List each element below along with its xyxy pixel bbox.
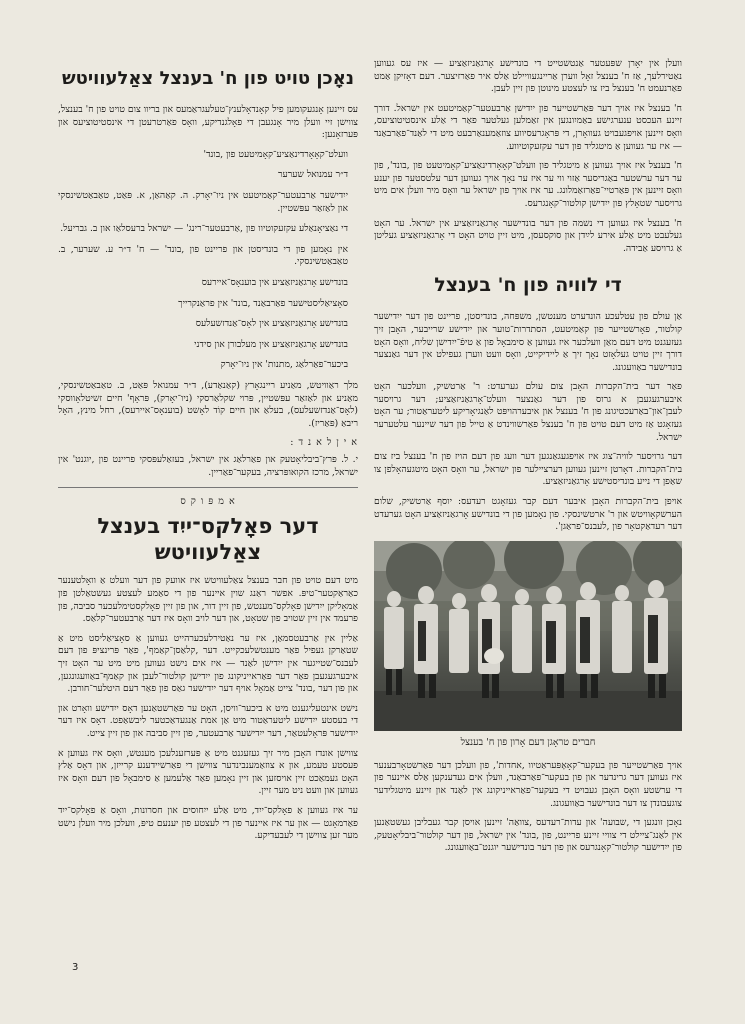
from-israel-label: א י ן ל א נ ד : (290, 437, 358, 449)
intro-paragraph: ח' בענצל איז אויך דער פּאַרשטייער פון ייִדישן אַרבעטער־קאַמיטעט אין ישראל. דורך זיינע העכסט ענערגישע באַמיִונגען אין זאַמלען געלטער פאַר די אַלע אינסטיטוציעס, וואָס זיינען אויפגעבויט געוואָרן, די פּראָגרעסיווע צוזאַמענאַרבעט מיט די לאַנד־פאַרבאַנד — איז ער געווען אַ מיטגליד פון דער עקזעקוטיווע. (374, 102, 682, 152)
condolence-item: סאָציאַליסטישער פאַרבאַנד ‚בונד' אין פראַנקרייך (178, 297, 348, 309)
closing-paragraph: נאָכן זונגען די ‚שבועה' און עדות־רעדעס ‚צוואַה' זיינען אויסן קבר געבליבן געשטאַנען אין לאַנג־ציילט די צוויי זיינע פריינט, פון ‚בונד' אין ישראל, פון דער קולטור־ביבליאָטעק, פון ייִדישער קולטור־קאָנגרעס און פון דער בונדישער יוגנט־באַוועגונג. (374, 817, 682, 854)
condolence-item: וועלט־קאָאָרדינאַציע־קאָמיטעט פון ‚בונד' (203, 148, 348, 160)
left-column (58, 58, 358, 850)
photo-caption: חברים טראָגן דעם אָרון פון ח' בענצל (460, 736, 596, 748)
condolence-item: די נאַציאָנאַלע עקזעקוטיוו פון ‚אַרבעטער־רינג' — ישראל ברעסלאַו און ב. גבריעל. (60, 223, 348, 235)
intro-paragraph: ח' בענצל איז אויך געווען אַ מיטגליד פון וועלט־קאָאָרדינאַציע־קאָמיטעט פון ‚בונד', פון ער דער ערשטער באַגריסער אַזוי ווי ער איז ער נאָך אויך געווען דער עלטסטער פון יענע וואָס זיינען אין פּאַרטיי־פאַרזאַמלונג. ער איז אויך פון ישראל ער וואָס מיר וועלן אים מיט גרויסער שטאָלץ פון ייִדישן קולטור־קאָנגרעס. (374, 160, 682, 209)
funeral-paragraph: אַן עולם פון עטלעכע הונדערט מענטשן, משפּחה, בונדיסטן, פריינט פון דער ייִדישער קולטור, פאָרשטייער פון קאַמיטעט, הסתדרות־טוער און ייִדישע שרייבער, האָבן זיך געזעגנט מיט דעם מאַן וועלכער איז געווען אַ סימבאָל פון אַ טיפֿ־ייִדישן שליח, וואָס האָט דורך זיין טויט געלאָזט נאָך זיך אַ ליידיקייט, וואָס וועט ווערן געפילט אין דער גאַנצער בונדישער באַוועגונג. (374, 311, 682, 373)
condolence-item: בונדישע אָרגאַניזאַציע אין מעלבורן און סידני (194, 338, 348, 350)
funeral-paragraph: פאַר דער בית־הקברות האָבן צום עולם גערעדט: ר' אַרטשיק, וועלכער האָט איבערגעגעבן א גרוס פון דער גאַנצער וועלט־אָרגאַניזאַציע; דער גרויסער לעבן־און־באַרעכטיגונג פון ח' בענצל און איבערהויפּט לאַנגיאָריקע ליטעראַטור; ער האָט געזאָגט אַז מיט דעם טויט פון ח' בענצל פאַרשווינדט אַ טייל פון דער שיינער עלטערער ישראל. (374, 381, 682, 443)
tribute-heading: דער פאָלקס־ייִד בענצל צאַלעוויטש (97, 514, 319, 565)
funeral-heading: די לוויה פון ח' בענצל (434, 274, 622, 297)
section-label: א מ פּ ו ק ס (180, 496, 236, 508)
tribute-paragraph: צווישן אונדז האָבן מיר זיך געזעגנט מיט אַ פּערזענלעכן מענטש, וואָס איז געווען א פעסטע טעמע, און א צוזאַמענבינדער צווישן די פאַרשיידענע קרייזן, און דאָס אַלץ האָט געמאַכט זיין אויסזען און זיין נאָמען פאַר אַלעמען אַ סימבאָל פון דעם וואָס איז געווען און וועט ניט מער זיין. (58, 747, 358, 797)
from-israel-text: י. ל. פּרץ־ביבליאָטעק און פאַרלאַג אין ישראל, בעזאַלעפּסקי פריינט פון ‚יוגנט' אין ישראל, מרכז הקואופּרציה, בעקער־פאַריין. (58, 454, 358, 478)
individuals-paragraph: מלך ראַוויטש, מאַניע ריינגאָרץ (קאַנאַדע), ד״ר עמנואל פּאַט, ב. טאַבאַטשינסקי, מאַניע און לאַזאַר עפּשטיין, פּרוי שקלאַרסקי (ניו־יאָרק), פּראָף' חיים זשיטלאָווסקי (לאָס־אַנדזשעלעס), בעלאַ און חיים קוֹד לאָשט (בוענאָס־איירעס), רחל מינץ, האָל ריבאַ (פּאַריז). (58, 379, 358, 429)
tribute-paragraph: נישט אינטעליגענט מיט א ביכער־וויסן, האָט ער פאַרשטאַנען דאָס ייִדישע וואָרט און די בעסטע ייִדישע ליטעראַטור מיט אַן אמת אַנגעדאַכטער ליבשאַפט. דאָס איז דער ייִדישער פּראָלעטאַר, דער ייִדישער אַרבעטער, פון זיין סביבה און פון זיין צייט. (58, 702, 358, 739)
condolence-item: בונדישע אָרגאַניזאַציע אין בוענאָס־איירעס (201, 276, 348, 288)
tribute-paragraph: מיט דעם טויט פון חבר בענצל צאַלעוויטש איז אוועק פון דער וועלט אַ וואָלטענער כאַראַקטער־טיפּ. אפשר ראַנג שוין איינער פון די סאַמע לעצטע געשטאַלטן פון אַמאָליקן ייִדישן פאָלקס־מענטש, פון זיין דור, און פון זיין פאָלקסטימלעכער סביבה, פון פרעמד אין זיין שטויב פון שטאָט, און דער לויב וואָס איז דער אַרבעטער־קלאַס. (58, 575, 358, 625)
intro-paragraph: ח' בענצל איז געווען די נשמה פון דער בונדישער אָרגאַניזאַציע אין ישראל. ער האָט געלעבט מיט אַלע אירע לײַדן און סוקסעסן, מיט זיין טויט האָט די אָרגאַניזאַציע געליטן אַ גרויסע אַבידה. (374, 217, 682, 254)
condolence-intro: עס זיינען אָנגעקומען פיל קאָנדאָלענץ־טעלעגראַמעס און בריוו צום טויט פון ח' בענצל, צווישן זיי וועלן מיר אָנגעבן די פאָלגנדיקע, וואָס פאַרטרעטן די אינסטיטוציעס און פּערזאָנען: (58, 104, 358, 141)
section-divider (58, 487, 358, 488)
condolence-item: ביכער־פאַרלאַג ‚מתנות' אין ניו־יאָרק (220, 359, 348, 371)
condolence-item: ייִדישער אַרבעטער־קאַמיטעט אין ניו־יאָרק. ה. קאַהאַן, א. פּאַט, טאַבאַטשינסקי און לאַזאַר עפּשטיין. (58, 189, 348, 214)
tribute-paragraph: אַליין אין אַרבעטסמאַן, איז ער נאַטירלעכערהייט געווען אַ סאָציאַליסט מיט אַ שטאַרקן געפיל פאַר מענטשלעכקייט. דער ‚קלאַסן־קאַמף', פאַר פּרינציפּ פון דעם לעבנס־שטייגער אין ייִדישן לאַנד — איז אים נישט געווען מיט מיט ער האָט זיך איבערגעגעבן פאַר דער פאַראייניקונג פון ייִדישן קולטור־לעבן און קאַמף־באַוועגונגען, און פון דער ‚בונד' צייט אַמאָל אויף דער ייִדישער גאַס פון פאַר דעם היטלער־חורבן. (58, 632, 358, 695)
right-column (374, 58, 682, 862)
condolence-item: אין נאָמען פון די בונדיסטן און פריינט פון ‚בונד' — ח' ד״ר ע. שערער, ב. טאַבאַטשינסקי. (58, 243, 348, 268)
funeral-paragraph: דער גרויסער לוויה־צוג איז אויפגעגאַנגען דער וועג פון דעם הויז פון ח' בענצל ביז צום בית־הקברות. דאָרטן זיינען געווען דערציילער פון ישראל, ער וואָס האָט מיטגעהאָלפן צו שאַפן די נייע בונדיסטישע אָרגאַניזאַציע. (374, 451, 682, 488)
closing-paragraph: אויך פאַרשטייער פון בעקער־קאָאָפּעראַטיוו ‚אחדות', פון וועלכן דער פאַרשטאָרבענער איז געווען דער גרינדער און פון בעקער־פאַרבאַנד, וועלן אים געדענקען אַלס איינער פון די ערשטע וואָס האָבן געבויט די בעקער־פאַראייניקונג אין לאַנד און זיינע מיטגלידער צוגעבונדן צו דער בונדישער באַוועגונג. (374, 759, 682, 809)
tribute-paragraph: ער איז געווען אַ פאָלקס־ייִד, מיט אַלע ייִחוסים און חסרונות, וואָס אַ פאָלקס־ייִד פאַרמאָגט — און ער איז איינער פון די לעצטע פון יענעם טיפּ, וועלכן מיר וועלן נישט מער זען צווישן די לעבעדיקע. (58, 804, 358, 842)
funeral-crowd-illustration (374, 541, 682, 731)
funeral-photo (374, 541, 682, 731)
intro-paragraph: וועלן אין יאָרן שפּעטער אַנטשטייט די בונדישע אָרגאַניזאַציע — איז עס געווען נאַטירלעך, אַז ח' בענצל זאָל ווערן אַריינגעוויילט אַלס איר פאַרזיצער. דעם דאָזיקן אַמט פאַרנעמט ח' בענצל ביז צו לעצטע מינוטן פון זיין לעבן. (374, 58, 682, 95)
page-number: 3 (72, 962, 79, 973)
funeral-paragraph: אויפן בית־הקברות האָבן איבער דעם קבר געזאָגט רעדעס: יוסף אַרטשיק, שלום הערשקאָוויטש און ר' ארטשינסקי. פון נאָמען פון די בונדישע אָרגאַניזאַציע האָט גערעדט דער רעדאַקטאָר פון ‚לעבנס־פראַגן'. (374, 496, 682, 533)
condolence-item: בונדישע אָרגאַניזאַציע אין לאָס־אַנדזשעלעס (195, 318, 348, 330)
condolence-heading: נאָכן טויט פון ח' בענצל צאַלעוויטש (62, 68, 354, 89)
condolence-item: ד״ר עמנואל שערער (278, 169, 348, 181)
